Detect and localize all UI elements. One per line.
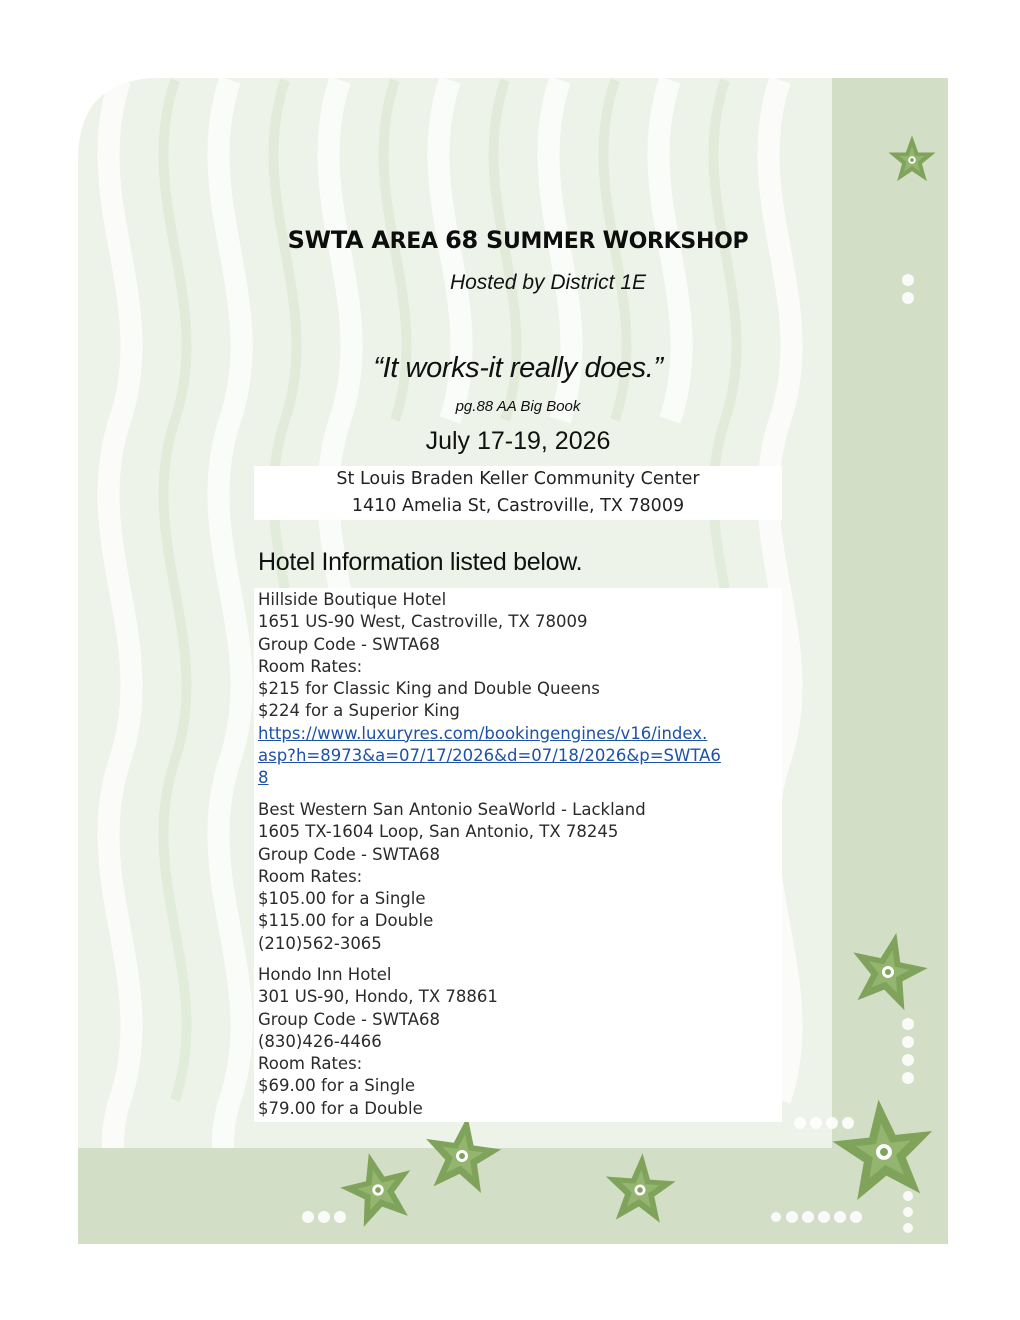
hotel-group-code: Group Code - SWTA68: [258, 844, 441, 864]
hotel-rate: $69.00 for a Single: [258, 1076, 415, 1096]
hotel-group-code: Group Code - SWTA68: [258, 634, 441, 654]
hotel-rate: $224 for a Superior King: [258, 701, 460, 721]
quote-source: pg.88 AA Big Book: [455, 398, 581, 415]
booking-link[interactable]: asp?h=8973&a=07/17/2026&d=07/18/2026&p=SWTA6: [258, 746, 721, 766]
hotel-address: 301 US-90, Hondo, TX 78861: [258, 987, 498, 1007]
hotel-rates-label: Room Rates:: [258, 1054, 363, 1074]
page-subtitle: Hosted by District 1E: [449, 271, 647, 294]
venue-box: [254, 466, 782, 520]
hotel-name: Hondo Inn Hotel: [258, 965, 392, 984]
hotel-heading: Hotel Information listed below.: [258, 548, 583, 576]
hotel-group-code: Group Code - SWTA68: [258, 1009, 441, 1029]
hotel-name: Hillside Boutique Hotel: [258, 590, 447, 609]
hotel-address: 1605 TX-1604 Loop, San Antonio, TX 78245: [258, 822, 619, 842]
venue-name: St Louis Braden Keller Community Center: [336, 469, 700, 489]
hotel-entry-hillside: [258, 589, 780, 790]
hotel-rates-label: Room Rates:: [258, 656, 363, 676]
booking-link[interactable]: 8: [258, 768, 269, 788]
hotel-phone: (210)562-3065: [258, 933, 382, 953]
venue-address: 1410 Amelia St, Castroville, TX 78009: [351, 496, 685, 516]
hotel-rates-label: Room Rates:: [258, 866, 363, 886]
quote-text: “It works-it really does.”: [373, 352, 663, 384]
hotel-list: [254, 588, 782, 1122]
hotel-rate: $115.00 for a Double: [258, 911, 434, 931]
hotel-entry-hondo: [258, 964, 780, 1120]
hotel-rate: $215 for Classic King and Double Queens: [258, 679, 600, 699]
hotel-entry-best-western: [258, 799, 780, 955]
booking-link[interactable]: https://www.luxuryres.com/bookingengines/v16/index.: [258, 723, 708, 743]
hotel-rate: $105.00 for a Single: [258, 889, 426, 909]
hotel-address: 1651 US-90 West, Castroville, TX 78009: [258, 612, 588, 632]
hotel-rate: $79.00 for a Double: [258, 1098, 423, 1118]
hotel-name: Best Western San Antonio SeaWorld - Lackland: [258, 800, 646, 819]
hotel-phone: (830)426-4466: [258, 1031, 382, 1051]
page-title: SWTA AREA 68 SUMMER WORKSHOP: [287, 226, 749, 254]
event-date: July 17-19, 2026: [425, 427, 611, 455]
